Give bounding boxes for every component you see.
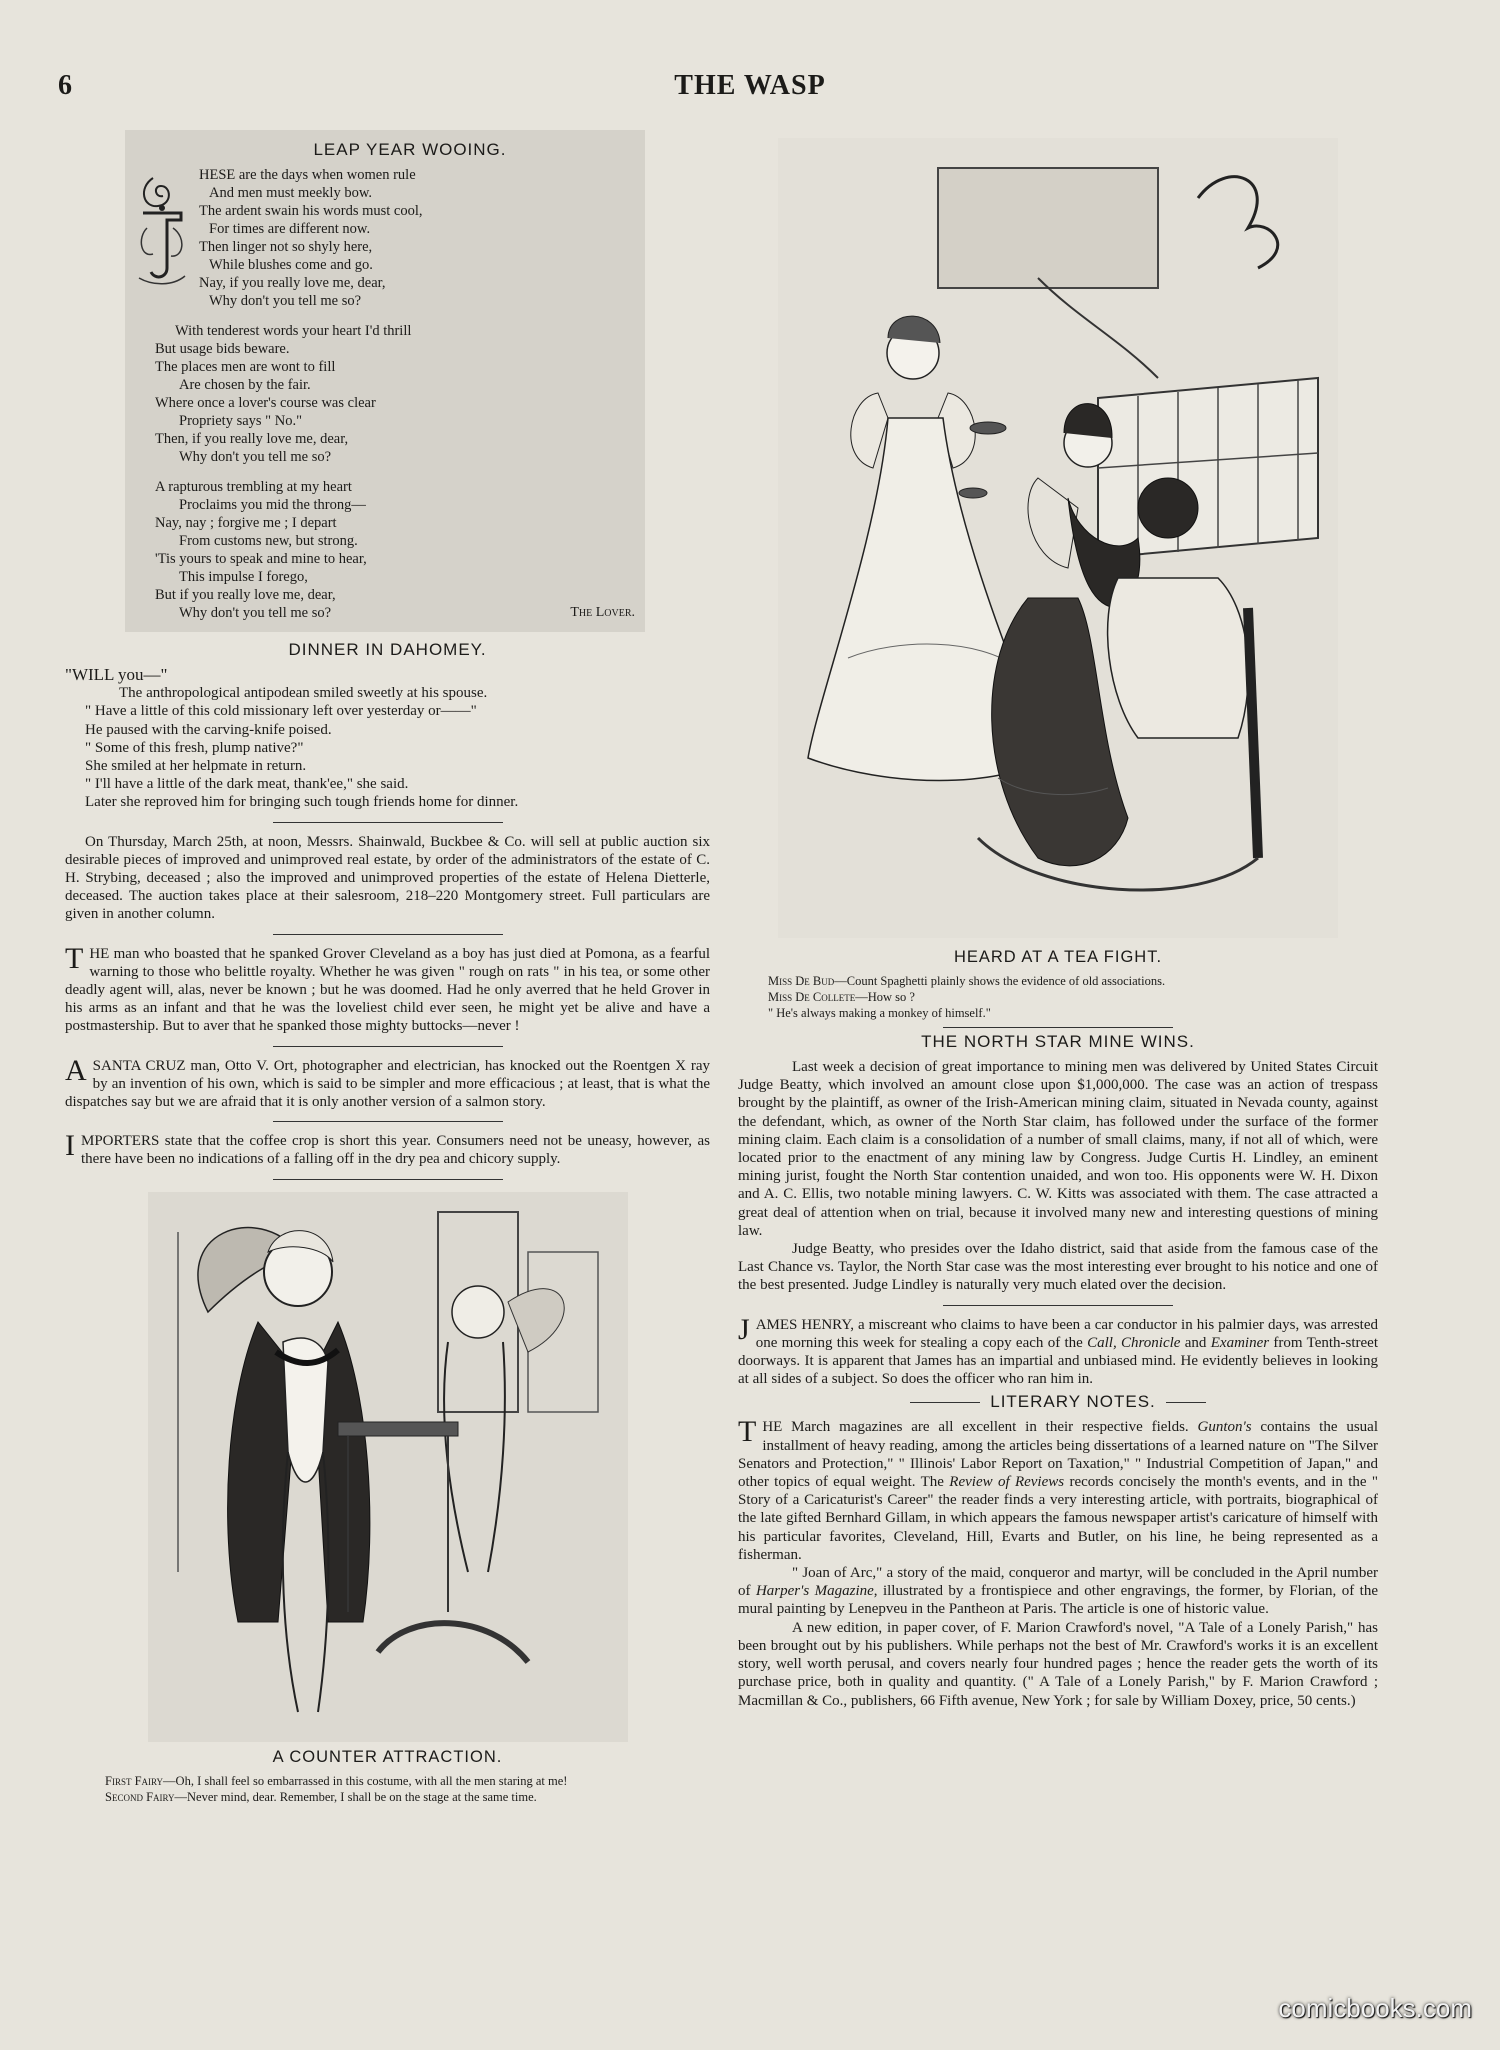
poem-line: From customs new, but strong. [179, 533, 358, 549]
grover-article [65, 941, 710, 1036]
poem-line: Then, if you really love me, dear, [155, 431, 349, 447]
grover-text: HE man who boasted that he spanked Grover Cleveland as a boy has just died at Pomona, as a fearful warning to those who belittle royalty. Whether he was given " rough on rats " in his tea, or some other deadly agent will, alas, never be known ; but he was doomed. Had he only averred that he held Grover in his arms as an infant and that he was the loveliest child ever seen, he might yet be alive and have a postmastership. But to aver that he spanked those mighty buttocks—never ! [65, 945, 710, 1035]
speaker-name: Miss De Bud [768, 974, 835, 988]
drop-cap: J [738, 1312, 750, 1346]
divider [943, 1305, 1173, 1306]
divider [273, 1179, 503, 1180]
poem-line: HESE are the days when women rule [199, 167, 416, 183]
dialog-line: —Count Spaghetti plainly shows the evidence of old associations. [834, 974, 1166, 988]
leap-year-poem [125, 130, 645, 632]
north-star-article [738, 1058, 1378, 1295]
santa-cruz-text: SANTA CRUZ man, Otto V. Ort, photographer and electrician, has knocked out the Roentgen X ray by an invention of his own, which is said to be simpler and more efficacious ; at least, that is what the dispatches say but we are afraid that it is only another version of a salmon story. [65, 1057, 710, 1111]
importers-article [65, 1129, 710, 1168]
poem-line: A rapturous trembling at my heart [155, 479, 352, 495]
poem-line: While blushes come and go. [209, 257, 373, 273]
literary-title-text: LITERARY NOTES. [990, 1392, 1156, 1412]
poem-line: 'Tis yours to speak and mine to hear, [155, 551, 367, 567]
literary-text: records concisely the month's events, and in the " Story of a Caricaturist's Career" the reader finds a very interesting article, with portraits, biographical of the late gifted Bernhard Gillam, in which appears the famous newspaper artist's caricature of himself with his particular favorites, Cleveland, Hill, Evarts and Butler, on his line, he being represented as a fisherman. [738, 1474, 1378, 1563]
counter-attraction-title: A COUNTER ATTRACTION. [272, 1747, 503, 1766]
james-text: from Tenth-street doorways. It is apparent that James has an impartial and unbiased mind. He evidently believes in looking at all sides of a subject. So does the officer who ran him in. [738, 1334, 1378, 1388]
poem-line: Nay, if you really love me, dear, [199, 275, 386, 291]
counter-attraction-illustration [148, 1192, 628, 1742]
poem-line: Proclaims you mid the throng— [179, 497, 366, 513]
literary-text: contains the usual installment of heavy reading, among the articles being dissertations of a learned nature on "The Silver Senators and Protection," " Illinois' Labor Report on Taxation," " Industrial Competition of Japan," and other topics of equal weight. The [738, 1419, 1378, 1491]
auction-notice [65, 833, 710, 924]
poem-last-line [155, 604, 635, 622]
poem-line: Why don't you tell me so? [179, 449, 332, 465]
poem-line: Where once a lover's course was clear [155, 395, 376, 411]
speaker-name: First Fairy [105, 1773, 164, 1788]
poem-line: The places men are wont to fill [155, 359, 336, 375]
tea-party-drawing-icon [778, 138, 1338, 938]
literary-text: A new edition, in paper cover, of F. Marion Crawford's novel, "A Tale of a Lonely Parish," has been brought out by his publishers. While perhaps not the best of Mr. Crawford's works it is an excellent story, well worth perusal, and covers nearly four hundred pages ; hence the reader gets the worth of its purchase price, both in quality and quantity. (" A Tale of a Lonely Parish," by F. Marion Crawford ; Macmillan & Co., publishers, 66 Fifth avenue, New York ; for sale by William Doxey, price, 50 cents.) [738, 1619, 1378, 1709]
poem-line: Then linger not so shyly here, [199, 239, 373, 255]
literary-text: , illustrated by a frontispiece and other engravings, the former, by Florian, of the mural painting by Lenepveu in the Pantheon at Paris. The article is one of historic value. [738, 1583, 1379, 1618]
north-star-para: Last week a decision of great importance to mining men was delivered by United States Circuit Judge Beatty, which involved an amount close upon $1,000,000. The case was an action of trespass brought by the plaintiff, as owner of the Irish-American mining claim, situated in Nevada county, against the defendant, which, as owner of the North Star claim, has followed under the surface of the former mining claim. Each claim is a consolidation of a number of small claims, many, if not all of which, were located prior to the enactment of any mining law by Congress. Judge Curtis H. Lindley, an eminent mining jurist, fought the North Star contention unaided, and won too. His opponents were W. H. Dixon and A. C. Ellis, two notable mining lawyers. C. W. Kitts was associated with them. The case attracted a great deal of attention when on trial, because it involved many new and interesting questions of mining law. [738, 1059, 1378, 1239]
james-henry-article [738, 1312, 1378, 1389]
poem-line: Propriety says " No." [179, 413, 302, 429]
dahomey-line: The anthropological antipodean smiled sweetly at his spouse. [119, 685, 488, 702]
watermark: comicbooks.com [1278, 1993, 1472, 2023]
james-text: and [1180, 1334, 1211, 1351]
poem-line: This impulse I forego, [179, 569, 308, 585]
dahomey-line: " Some of this fresh, plump native?" [85, 739, 304, 756]
magazine-name: Review of Reviews [949, 1474, 1065, 1491]
speaker-name: Second Fairy [105, 1789, 175, 1804]
drop-cap: I [65, 1129, 75, 1163]
dahomey-line: He paused with the carving-knife poised. [85, 721, 332, 738]
fairies-drawing-icon [148, 1192, 628, 1742]
right-column [738, 130, 1378, 1710]
divider [273, 934, 503, 935]
leap-year-title: LEAP YEAR WOOING. [313, 140, 507, 159]
dahomey-line: "WILL you—" [65, 665, 168, 684]
dialog-line: " He's always making a monkey of himself." [768, 1006, 991, 1020]
dahomey-line: " Have a little of this cold missionary left over yesterday or——" [85, 703, 477, 720]
drop-cap: A [65, 1053, 87, 1087]
poem-line: With tenderest words your heart I'd thrill [175, 323, 412, 339]
literary-text: HE March magazines are all excellent in their respective fields. [762, 1419, 1198, 1436]
poem-line: For times are different now. [209, 221, 371, 237]
magazine-name: Gunton's [1197, 1419, 1252, 1436]
dialog-line: —Oh, I shall feel so embarrassed in this costume, with all the men staring at me! [163, 1773, 568, 1788]
poem-stanza-2 [155, 322, 635, 466]
literary-title [738, 1392, 1378, 1412]
poem-line: Are chosen by the fair. [179, 377, 311, 393]
james-text: AMES HENRY, a miscreant who claims to have been a car conductor in his palmier days, was arrested one morning this week for stealing a copy each of the [755, 1316, 1378, 1351]
page-number: 6 [58, 70, 72, 101]
poem-line: And men must meekly bow. [209, 185, 372, 201]
masthead: THE WASP [674, 70, 826, 101]
drop-cap: T [65, 941, 84, 975]
drop-cap: T [738, 1415, 757, 1449]
left-column [65, 130, 710, 1805]
dahomey-line: She smiled at her helpmate in return. [85, 758, 307, 775]
newspaper-names: Call, Chronicle [1087, 1334, 1181, 1351]
importers-text: MPORTERS state that the coffee crop is short this year. Consumers need not be uneasy, however, as there have been no indications of a falling off in the dry pea and chicory supply. [81, 1133, 710, 1168]
divider [273, 1121, 503, 1122]
divider [910, 1402, 980, 1403]
page-header [0, 70, 1500, 110]
poem-line: But if you really love me, dear, [155, 587, 336, 603]
dahomey-line: Later she reproved him for bringing such tough friends home for dinner. [85, 794, 519, 811]
dialog-line: —Never mind, dear. Remember, I shall be on the stage at the same time. [174, 1789, 537, 1804]
dahomey-article [65, 666, 710, 812]
poem-line: Nay, nay ; forgive me ; I depart [155, 515, 337, 531]
tea-fight-illustration [778, 138, 1338, 938]
poem-line: Why don't you tell me so? [209, 293, 362, 309]
magazine-name: Harper's Magazine [755, 1583, 874, 1600]
divider [943, 1027, 1173, 1028]
dahomey-line: " I'll have a little of the dark meat, thank'ee," she said. [85, 776, 409, 793]
literary-text: " Joan of Arc," a story of the maid, conqueror and martyr, will be concluded in the April number of [738, 1565, 1378, 1600]
auction-text: On Thursday, March 25th, at noon, Messrs. Shainwald, Buckbee & Co. will sell at public auction six desirable pieces of improved and unimproved real estate, by order of the administrators of the estate of C. H. Strybing, deceased ; also the improved and unimproved properties of the estate of Helena Dietterle, deceased. The auction takes place at their salesroom, 218–220 Montgomery street. Full particulars are given in another column. [65, 833, 710, 923]
poem-stanza-3 [155, 478, 635, 622]
poem-line: The ardent swain his words must cool, [199, 203, 423, 219]
santa-cruz-article [65, 1053, 710, 1112]
speaker-name: Miss De Collete [768, 990, 856, 1004]
dahomey-title: DINNER IN DAHOMEY. [288, 640, 487, 659]
newspaper-name: Examiner [1210, 1334, 1270, 1351]
divider [1166, 1402, 1206, 1403]
poem-line: Why don't you tell me so? [179, 605, 332, 621]
north-star-para: Judge Beatty, who presides over the Idaho district, said that aside from the famous case of the Last Chance vs. Taylor, the North Star case was the most interesting ever brought to his notice and one of the best presented. Judge Lindley is naturally very much elated over the decision. [738, 1241, 1378, 1294]
counter-attraction-dialog [65, 1773, 710, 1805]
poem-line: But usage bids beware. [155, 341, 290, 357]
tea-fight-title: HEARD AT A TEA FIGHT. [953, 948, 1163, 966]
divider [273, 822, 503, 823]
literary-notes [738, 1415, 1379, 1709]
divider [273, 1046, 503, 1047]
poem-stanza-1 [185, 166, 635, 310]
tea-fight-dialog [738, 973, 1378, 1021]
north-star-title: THE NORTH STAR MINE WINS. [921, 1032, 1195, 1051]
poem-signature: The Lover. [570, 605, 635, 620]
ornamental-initial-icon [133, 168, 191, 286]
dialog-line: —How so ? [855, 990, 915, 1004]
